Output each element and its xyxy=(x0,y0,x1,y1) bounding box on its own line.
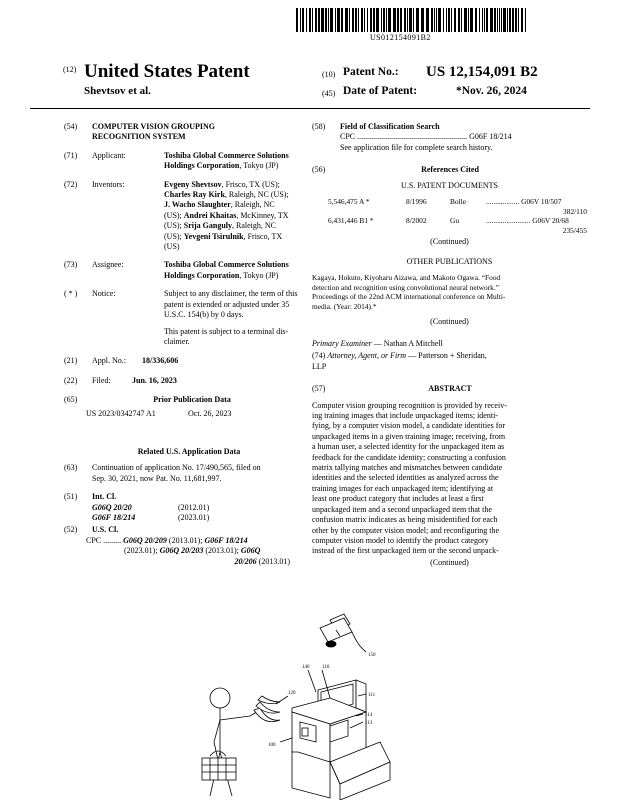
barcode-bar xyxy=(509,8,511,32)
barcode-bar xyxy=(337,8,340,32)
barcode-bar xyxy=(370,8,372,32)
cpc-block: CPC ......... G06Q 20/209 (2013.01); G06F 18/214 (2023.01); G06Q 20/203 (2013.01); G06Q 20/206 (2013.01) xyxy=(86,535,290,566)
barcode-bar xyxy=(300,8,301,32)
label-111: 111 xyxy=(368,693,376,698)
field-54: (54) COMPUTER VISION GROUPING RECOGNITION SYSTEM xyxy=(64,122,215,142)
reference-row: 6,431,446 B1 * 8/2002 Gu ........................ G06V 20/68 xyxy=(328,216,569,226)
barcode-bar xyxy=(482,8,483,32)
kind-code-12: (12) xyxy=(63,65,77,74)
primary-examiner: Primary Examiner — Nathan A Mitchell xyxy=(312,339,443,348)
barcode-bar xyxy=(318,8,320,32)
barcode xyxy=(296,8,526,32)
barcode-bar xyxy=(306,8,307,32)
other-pubs-heading: OTHER PUBLICATIONS xyxy=(406,256,493,266)
label-140: 140 xyxy=(302,665,310,670)
abstract-line: feedback for the candidate identity; constructing a confusion xyxy=(312,452,506,462)
field-21: (21) Appl. No.: 18/336,606 xyxy=(64,356,179,366)
abstract-line: fying, by a computer vision model, a candidate identities for xyxy=(312,421,506,431)
barcode-bar xyxy=(302,8,304,32)
barcode-bar xyxy=(341,8,343,32)
kiosk xyxy=(292,680,390,800)
barcode-bar xyxy=(404,8,406,32)
field-73: (73) Assignee: Toshiba Global Commerce Solutions Holdings Corporation, Tokyo (JP) xyxy=(64,260,289,280)
barcode-bar xyxy=(330,8,333,32)
reference-row: 5,546,475 A * 8/1996 Bolle .................. G06V 10/507 xyxy=(328,197,562,207)
abstract-line: matrix tallying matches and mismatches between candidate xyxy=(312,463,503,473)
barcode-bar xyxy=(400,8,402,32)
field-22: (22) Filed: Jun. 16, 2023 xyxy=(64,375,177,385)
barcode-bar xyxy=(434,8,435,32)
barcode-bar xyxy=(507,8,508,32)
barcode-bar xyxy=(521,8,523,32)
label-100: 100 xyxy=(268,743,276,748)
barcode-bar xyxy=(438,8,441,32)
barcode-bar xyxy=(386,8,387,32)
field-71: (71) Applicant: Toshiba Global Commerce Solutions Holdings Corporation, Tokyo (JP) xyxy=(64,150,289,171)
barcode-bar xyxy=(461,8,462,32)
barcode-bar xyxy=(388,8,391,32)
inventor-short: Shevtsov et al. xyxy=(84,85,151,97)
barcode-bar xyxy=(358,8,359,32)
abstract-line: least one product category that includes at least a first xyxy=(312,494,484,504)
barcode-bar xyxy=(515,8,517,32)
patno-code: (10) xyxy=(322,70,336,79)
barcode-bar xyxy=(421,8,424,32)
field-65: (65) Prior Publication Data xyxy=(64,395,231,405)
barcode-bar xyxy=(501,8,502,32)
barcode-bar xyxy=(335,8,336,32)
barcode-bar xyxy=(373,8,375,32)
other-pubs-text: Kagaya, Hokuto, Kiyoharu Aizawa, and Makoto Ogawa. “Food detection and recognition using convolutional neural network.” Proceedings of the 22nd ACM international conference on Multi- media. (Year: 2014).* xyxy=(312,273,506,311)
date-code: (45) xyxy=(322,89,336,98)
abstract-line: confusion matrix indicates as being misidentified for each xyxy=(312,515,498,525)
barcode-bar xyxy=(315,8,317,32)
barcode-bar xyxy=(503,8,506,32)
barcode-bar xyxy=(486,8,488,32)
barcode-bar xyxy=(443,8,444,32)
left-column xyxy=(64,122,319,567)
abstract-line: instead of the first unpackaged item or the second unpack- xyxy=(312,546,499,556)
field-57: (57) ABSTRACT xyxy=(312,384,472,394)
barcode-bar xyxy=(494,8,496,32)
abstract-line: unpackaged items in a given training image; receiving, from xyxy=(312,431,506,441)
label-150: 150 xyxy=(368,653,376,658)
abstract-continued: (Continued) xyxy=(430,557,469,567)
label-113: 113 xyxy=(365,721,373,726)
barcode-bar xyxy=(475,8,477,32)
barcode-bar xyxy=(352,8,354,32)
barcode-bar xyxy=(436,8,437,32)
barcode-bar xyxy=(413,8,414,32)
attorney-line: (74) Attorney, Agent, or Firm — Patterson + Sheridan, xyxy=(312,351,487,361)
abstract-line: other by the computer vision model; and reconfiguring the xyxy=(312,525,500,535)
barcode-bar xyxy=(464,8,467,32)
date-value: *Nov. 26, 2024 xyxy=(456,85,527,97)
patent-figure xyxy=(180,612,440,800)
barcode-bar xyxy=(345,8,348,32)
abstract-line: computer vision model to identify the product category xyxy=(312,535,489,545)
abstract-line: a human user, a selected identity for the unpackaged item as xyxy=(312,442,505,452)
barcode-bar xyxy=(458,8,460,32)
abstract-line: ing training images that include unpackaged items; identi- xyxy=(312,411,498,421)
field-52: (52) U.S. Cl. xyxy=(64,525,119,535)
patno-value: US 12,154,091 B2 xyxy=(426,64,538,80)
abstract-line: unpackaged item and a second unpackaged item that the xyxy=(312,504,492,514)
barcode-bar xyxy=(454,8,456,32)
barcode-bar xyxy=(383,8,385,32)
barcode-bar xyxy=(349,8,350,32)
reference-list: 5,546,475 A * 8/1996 Bolle .................. G06V 10/507 382/110 6,431,446 B1 * 8/2002 Gu ........................ G06V 20/68 235/455 xyxy=(328,197,587,235)
barcode-bar xyxy=(499,8,500,32)
other-pubs-continued: (Continued) xyxy=(430,316,469,326)
barcode-bar xyxy=(468,8,469,32)
barcode-bar xyxy=(312,8,313,32)
barcode-bar xyxy=(328,8,329,32)
document-number: US012154091B2 xyxy=(370,33,431,42)
barcode-bar xyxy=(525,8,526,32)
right-column xyxy=(312,122,587,568)
field-58: (58) Field of Classification Search CPC ....................................................... G06F 18/214 See application file for complete search history. xyxy=(312,122,512,152)
barcode-bar xyxy=(296,8,298,32)
related-heading: Related U.S. Application Data xyxy=(137,446,241,456)
banana-icon xyxy=(254,696,280,722)
label-110: 110 xyxy=(322,665,330,670)
barcode-bar xyxy=(397,8,399,32)
barcode-bar xyxy=(431,8,433,32)
barcode-bar xyxy=(484,8,485,32)
barcode-bar xyxy=(518,8,519,32)
field-51: (51) Int. Cl. G06Q 20/20 (2012.01) G06F 18/214 (2023.01) xyxy=(64,492,210,522)
barcode-bar xyxy=(355,8,357,32)
refs-continued: (Continued) xyxy=(430,237,469,247)
barcode-bar xyxy=(361,8,363,32)
barcode-bar xyxy=(446,8,447,32)
abstract-text xyxy=(312,401,587,557)
barcode-bar xyxy=(376,8,379,32)
barcode-bar xyxy=(512,8,514,32)
barcode-bar xyxy=(490,8,493,32)
barcode-bar xyxy=(426,8,429,32)
barcode-bar xyxy=(364,8,365,32)
barcode-bar xyxy=(470,8,473,32)
barcode-bar xyxy=(448,8,450,32)
barcode-bar xyxy=(407,8,408,32)
abstract-line: Computer vision grouping recognition is provided by receiv- xyxy=(312,400,507,410)
patno-label: Patent No.: xyxy=(343,66,399,78)
barcode-bar xyxy=(409,8,412,32)
date-label: Date of Patent: xyxy=(343,85,418,97)
us-patent-docs-heading: U.S. PATENT DOCUMENTS xyxy=(401,180,498,190)
patent-title-heading: United States Patent xyxy=(84,61,250,82)
camera-icon xyxy=(320,614,366,652)
barcode-bar xyxy=(393,8,396,32)
field-notice: ( * ) Notice: Subject to any disclaimer, the term of this patent is extended or adjusted under 35 U.S.C. 154(b) by 0 days. This patent is subject to a terminal dis- claimer. xyxy=(64,289,298,346)
barcode-bar xyxy=(497,8,498,32)
barcode-bar xyxy=(479,8,480,32)
label-114: 114 xyxy=(365,713,373,718)
prior-pub-row: US 2023/0342747 A1 Oct. 26, 2023 xyxy=(86,408,232,418)
barcode-bar xyxy=(309,8,311,32)
field-56: (56) References Cited xyxy=(312,165,479,175)
abstract-line: training images for each unpackaged item; identifying at xyxy=(312,483,494,493)
barcode-bar xyxy=(416,8,419,32)
barcode-bar xyxy=(325,8,327,32)
abstract-line: identities and the selected identities as analyzed across the xyxy=(312,473,499,483)
barcode-bar xyxy=(367,8,368,32)
field-63: (63) Continuation of application No. 17/490,565, filed on Sep. 30, 2021, now Pat. No. 11,681,997. xyxy=(64,463,261,483)
barcode-bar xyxy=(381,8,382,32)
header-rule xyxy=(30,108,590,109)
attorney-line-2: LLP xyxy=(312,361,327,371)
barcode-bar xyxy=(451,8,452,32)
label-120: 120 xyxy=(288,691,296,696)
barcode-bar xyxy=(321,8,324,32)
field-72: (72) Inventors: Evgeny Shevtsov, Frisco, TX (US); Charles Ray Kirk, Raleigh, NC (US); J. Wacho Slaughter, Raleigh, NC (US); Andrei Khaitas, McKinney, TX (US); Srija Ganguly, Raleigh, NC (US); Yevgeni Tsirulnik, Frisco, TX (US) xyxy=(64,179,289,252)
